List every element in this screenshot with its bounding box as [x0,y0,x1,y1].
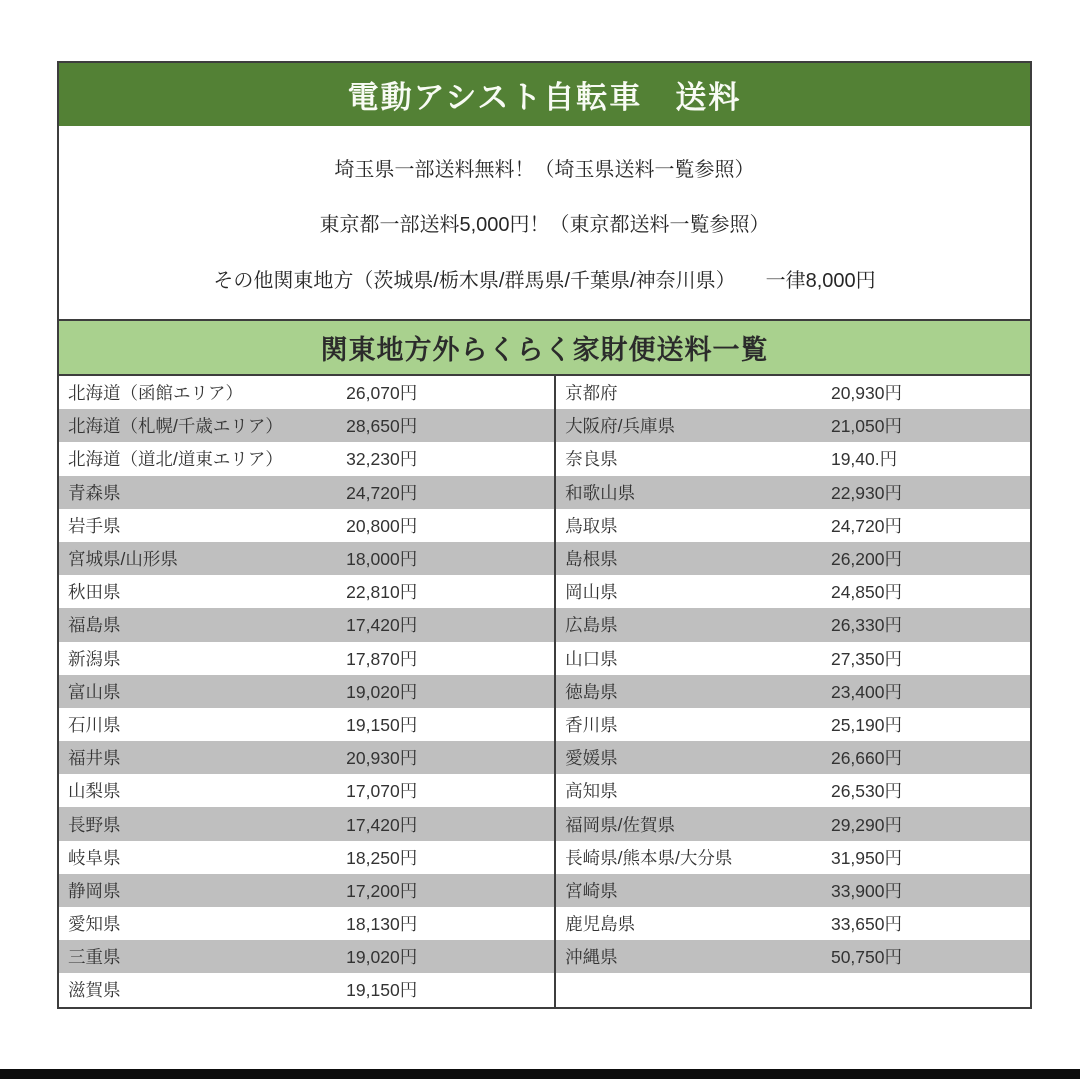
prefecture-name: 三重県 [68,947,121,968]
prefecture-name: 徳島県 [565,681,618,702]
prefecture-name: 静岡県 [68,880,121,901]
prefecture-name: 北海道（函館エリア） [68,383,243,404]
table-row [59,973,554,1006]
table-row [556,774,1030,807]
table-row [556,940,1030,973]
prefecture-name: 福岡県/佐賀県 [565,814,676,835]
table-row [59,675,554,708]
table-row [556,841,1030,874]
table-row [59,874,554,907]
price-value: 22,810円 [346,582,418,603]
price-value: 28,650円 [346,416,418,437]
prefecture-name: 青森県 [68,482,121,503]
table-row [59,409,554,442]
price-value: 21,050円 [830,416,902,437]
table-row [59,608,554,641]
table-row [59,376,554,409]
table-row [59,476,554,509]
table-row [556,642,1030,675]
price-value: 22,930円 [830,482,902,503]
prefecture-name: 福井県 [68,748,121,769]
table-row [556,608,1030,641]
table-row [556,476,1030,509]
prefecture-name: 香川県 [565,714,618,735]
prefecture-name: 奈良県 [565,449,618,470]
prefecture-name: 岐阜県 [68,847,121,868]
price-value: 29,290円 [830,814,902,835]
table-row [556,807,1030,840]
price-value: 33,650円 [830,914,902,935]
table-row [556,874,1030,907]
price-value: 19,020円 [346,681,418,702]
table-row [556,675,1030,708]
note-other-kanto: その他関東地方（茨城県/栃木県/群馬県/千葉県/神奈川県） 一律8,000円 [213,269,876,292]
price-value: 17,070円 [346,781,418,802]
table-row [556,708,1030,741]
table-row [59,442,554,475]
price-value: 24,720円 [346,482,418,503]
price-value: 19,150円 [346,714,418,735]
table-row [59,575,554,608]
page-title: 電動アシスト自転車 送料 [59,63,1030,126]
table-row [59,542,554,575]
prefecture-name: 長崎県/熊本県/大分県 [565,847,733,868]
prefecture-name: 滋賀県 [68,980,121,1001]
price-value: 19,40.円 [830,449,898,470]
price-value: 50,750円 [830,947,902,968]
prefecture-name: 宮城県/山形県 [68,549,178,570]
price-value: 24,850円 [830,582,902,603]
price-value: 20,930円 [830,383,902,404]
price-value: 26,070円 [346,383,418,404]
prefecture-name: 広島県 [565,615,618,636]
prefecture-name: 愛媛県 [565,748,618,769]
prefecture-name: 富山県 [68,681,121,702]
prefecture-name: 岩手県 [68,515,121,536]
table-row [556,509,1030,542]
price-value: 26,660円 [830,748,902,769]
table-row [59,940,554,973]
prefecture-name: 山梨県 [68,781,121,802]
bottom-black-bar [0,1069,1080,1079]
price-value: 23,400円 [830,681,902,702]
table-row [59,708,554,741]
table-row [556,741,1030,774]
prefecture-name: 石川県 [68,714,121,735]
price-value: 17,200円 [346,880,418,901]
table-row [556,376,1030,409]
price-value: 31,950円 [830,847,902,868]
table-row [556,973,1030,1006]
price-value: 33,900円 [830,880,902,901]
prefecture-name: 大阪府/兵庫県 [565,416,676,437]
price-value: 25,190円 [830,714,902,735]
price-value: 19,150円 [346,980,418,1001]
prefecture-name: 長野県 [68,814,121,835]
prefecture-name: 愛知県 [68,914,121,935]
price-value: 20,800円 [346,515,418,536]
price-value: 26,530円 [830,781,902,802]
price-value: 32,230円 [346,449,418,470]
price-value: 24,720円 [830,515,902,536]
price-value: 19,020円 [346,947,418,968]
table-row [556,907,1030,940]
price-value: 26,330円 [830,615,902,636]
note-saitama: 埼玉県一部送料無料！（埼玉県送料一覧参照） [334,158,755,181]
prefecture-name: 北海道（札幌/千歳エリア） [68,416,283,437]
table-row [59,807,554,840]
prefecture-name: 岡山県 [565,582,618,603]
shipping-fee-table [59,376,1030,1007]
table-title: 関東地方外らくらく家財便送料一覧 [59,319,1030,376]
prefecture-name: 京都府 [565,383,618,404]
table-row [59,774,554,807]
prefecture-name: 高知県 [565,781,618,802]
price-value: 17,420円 [346,814,418,835]
table-column-left [59,376,556,1007]
price-value: 20,930円 [346,748,418,769]
prefecture-name: 宮崎県 [565,880,618,901]
price-value: 18,000円 [346,549,418,570]
table-row [59,509,554,542]
shipping-notes [59,126,1030,319]
price-value: 17,870円 [346,648,418,669]
shipping-info-sheet [57,61,1032,1009]
price-value: 26,200円 [830,549,902,570]
table-column-right [556,376,1030,1007]
prefecture-name: 山口県 [565,648,618,669]
table-row [556,575,1030,608]
prefecture-name: 沖縄県 [565,947,618,968]
table-row [59,741,554,774]
table-row [556,442,1030,475]
prefecture-name: 島根県 [565,549,618,570]
prefecture-name: 新潟県 [68,648,121,669]
table-row [59,907,554,940]
prefecture-name: 鳥取県 [565,515,618,536]
price-value: 27,350円 [830,648,902,669]
table-row [556,409,1030,442]
table-row [59,642,554,675]
price-value: 18,130円 [346,914,418,935]
prefecture-name: 和歌山県 [565,482,636,503]
prefecture-name: 鹿児島県 [565,914,636,935]
note-tokyo: 東京都一部送料5,000円！（東京都送料一覧参照） [319,214,770,236]
price-value: 18,250円 [346,847,418,868]
table-row [59,841,554,874]
price-value: 17,420円 [346,615,418,636]
prefecture-name: 秋田県 [68,582,121,603]
prefecture-name: 北海道（道北/道東エリア） [68,449,283,470]
prefecture-name: 福島県 [68,615,121,636]
table-row [556,542,1030,575]
